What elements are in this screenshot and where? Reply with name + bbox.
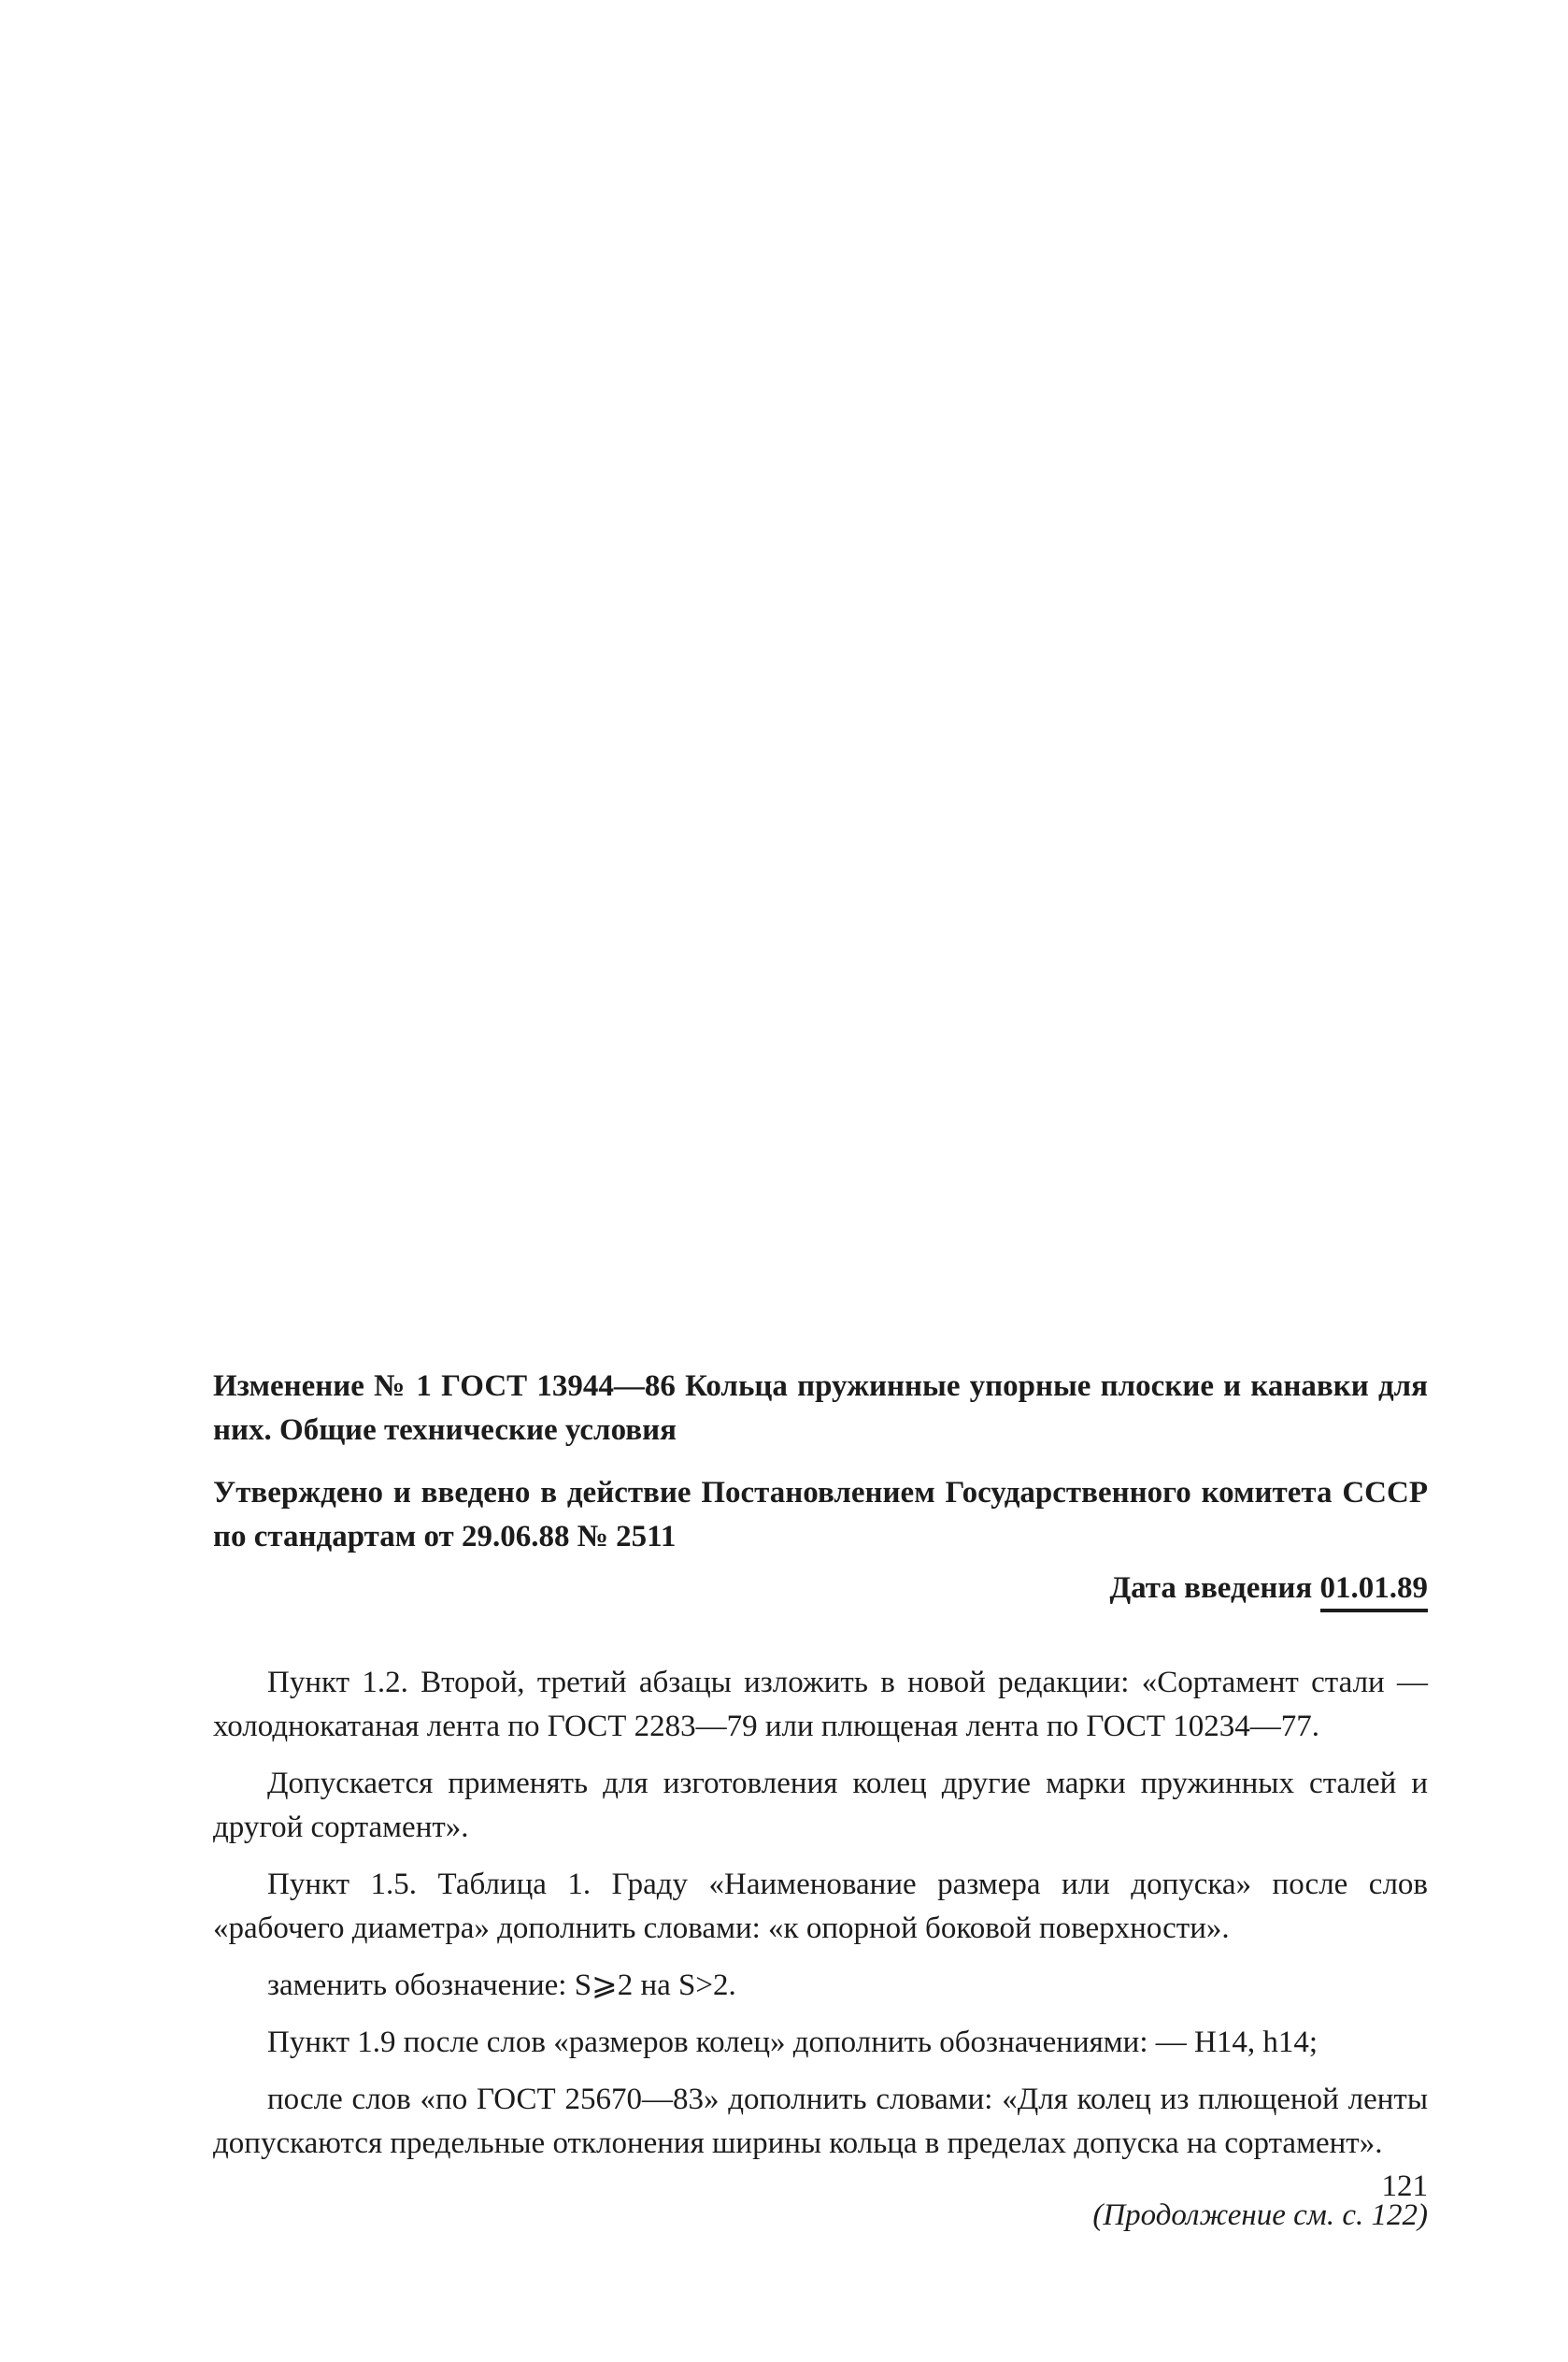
paragraph-allowance <box>213 1762 1428 1850</box>
paragraph-designation <box>213 1964 1428 2008</box>
effective-date-label: Дата введения <box>1109 1571 1313 1605</box>
paragraph-text: Пункт 1.9 после слов «размеров колец» дополнить обозначениями: — H14, h14; <box>267 2026 1319 2059</box>
standard-title: Кольца пружинные упорные плоские и канавки для них. Общие технические условия <box>213 1369 1429 1447</box>
paragraph-text: Пункт 1.2. Второй, третий абзацы изложить в новой редакции: «Сортамент стали — холоднокатаная лента по ГОСТ 2283—79 или плющеная лента по ГОСТ 10234—77. <box>213 1666 1428 1743</box>
paragraph-item-1-9 <box>213 2021 1428 2065</box>
paragraph-text: заменить обозначение: S⩾2 на S>2. <box>267 1968 736 2002</box>
approval-statement: Утверждено и введено в действие Постановлением Государственного комитета СССР по стандартам от 29.06.88 № 2511 <box>213 1476 1428 1553</box>
paragraph-text: после слов «по ГОСТ 25670—83» дополнить словами: «Для колец из плющеной ленты допускаются предельные отклонения ширины кольца в пределах допуска на сортамент». <box>213 2083 1428 2160</box>
amendment-number: Изменение № 1 ГОСТ 13944—86 <box>213 1369 676 1403</box>
continuation-note: (Продолжение см. с. 122) <box>1092 2198 1428 2232</box>
amendment-body <box>213 1661 1428 2166</box>
effective-date-value: 01.01.89 <box>1320 1569 1429 1612</box>
effective-date-line <box>213 1567 1428 1612</box>
paragraph-item-1-2 <box>213 1661 1428 1749</box>
paragraph-text: Допускается применять для изготовления колец другие марки пружинных сталей и другой сортамент». <box>213 1767 1428 1844</box>
paragraph-item-1-5 <box>213 1863 1428 1951</box>
amendment-title <box>213 1365 1428 1453</box>
page-number: 121 <box>1381 2169 1428 2203</box>
paragraph-text: Пункт 1.5. Таблица 1. Граду «Наименование размера или допуска» после слов «рабочего диаметра» дополнить словами: «к опорной боковой поверхности». <box>213 1868 1428 1945</box>
paragraph-gost-25670 <box>213 2078 1428 2166</box>
document-content <box>213 1365 1428 2238</box>
